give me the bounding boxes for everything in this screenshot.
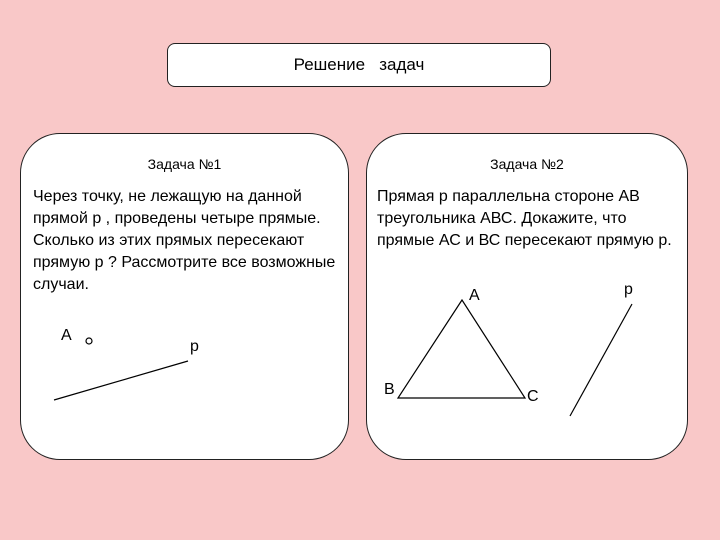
line-p (54, 361, 188, 400)
vertex-c-label: С (527, 388, 539, 405)
line-p-parallel-label: р (624, 281, 633, 298)
line-p-label: р (190, 338, 199, 355)
triangle-abc (398, 300, 525, 398)
task-1-text: Через точку, не лежащую на данной прямой р , проведены четыре прямые. Сколько из этих прямых пересекают прямую р ? Рассмотрите все возможные случаи. (33, 188, 336, 293)
vertex-a-label: А (469, 287, 480, 304)
vertex-b-label: В (384, 381, 395, 398)
slide-title: Решение задач (167, 43, 551, 87)
line-p-parallel (570, 304, 632, 416)
point-a-label: А (61, 327, 72, 344)
point-a-marker (86, 338, 92, 344)
task-1-heading: Задача №1 (147, 156, 222, 172)
task-2-text: Прямая р параллельна стороне АВ треугольника АВС. Докажите, что прямые АС и ВС пересекают прямую р. (377, 188, 672, 249)
task-2-heading: Задача №2 (490, 156, 564, 172)
